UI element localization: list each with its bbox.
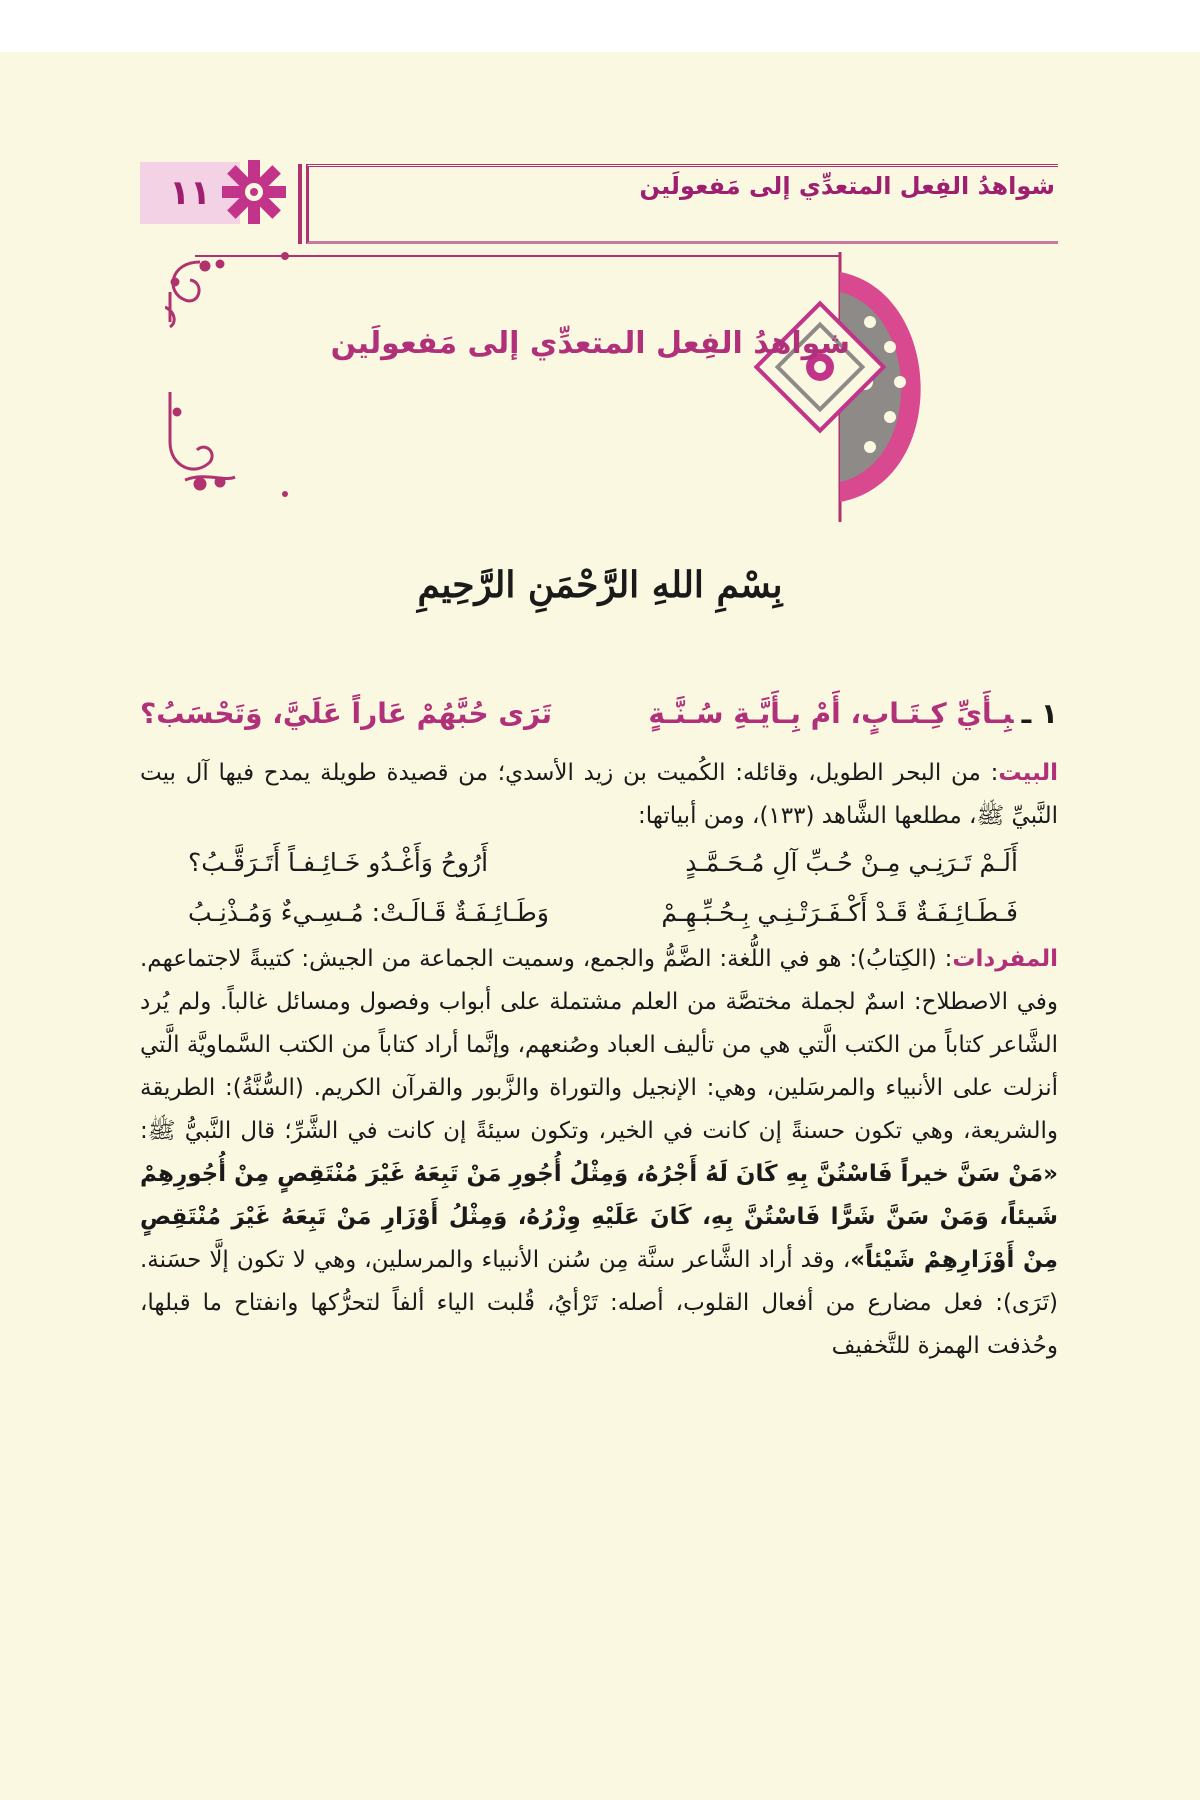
- poem-line-2-first: فَـطَـائِـفَـةٌ قَـدْ أَكْـفَـرَتْـنِـي بِـحُـبِّـهِـمْ: [661, 898, 1018, 927]
- bayt-label: البيت: [998, 760, 1058, 786]
- poem-line-2-second: وَطَـائِـفَـةٌ قَـالَـتْ: مُـسِـيءٌ وَمُـذْنِـبُ: [188, 898, 549, 927]
- vocab-text-2: ، وقد أراد الشَّاعر سنَّة مِن سُنن الأنبياء والمرسلين، وهي لا تكون إلَّا حسَنة. (تَرَى): فعل مضارع من أفعال القلوب، أصله: تَرْأيُ، قُلبت الياء ألفاً لتحرُّكها وانفتاح ما قبلها، وحُذفت الهمزة للتَّخفيف: [140, 1247, 1058, 1359]
- poem-line-1-first: أَلَـمْ تَـرَنِـي مِـنْ حُـبِّ آلِ مُـحَـمَّـدٍ: [685, 848, 1018, 877]
- vocab-paragraph: [140, 938, 1058, 1368]
- flourish-top-left-icon: [165, 261, 223, 327]
- hadith-quote: «مَنْ سَنَّ خيراً فَاسْتُنَّ بِهِ كَانَ لَهُ أَجْرُهُ، وَمِثْلُ أُجُورِ مَنْ تَبِعَهُ غَيْرَ مُنْتَقِصٍ مِنْ أُجُورِهِمْ شَيئاً، وَمَنْ سَنَّ شَرًّا فَاسْتُنَّ بِهِ، كَانَ عَلَيْهِ وِزْرُهُ، وَمِثْلُ أَوْزَارِ مَنْ تَبِعَهُ غَيْرَ مُنْتَقِصٍ مِنْ أَوْزَارِهِمْ شَيْئاً»: [140, 1161, 1058, 1273]
- poem-line-1: [140, 838, 1058, 888]
- poem-line-2: [140, 888, 1058, 938]
- page: [0, 52, 1200, 1800]
- vocab-text-1: : (الكِتابُ): هو في اللُّغة: الضَّمُّ والجمع، وسميت الجماعة من الجيش: كتيبةً لاجتماعهم. وفي الاصطلاح: اسمٌ لجملة مختصَّة من العلم مشتملة على أبواب وفصول ومسائل غالباً. ولم يُرد الشَّاعر كتاباً من الكتب الَّتي هي من تأليف العباد وصُنعهم، وإنَّما أراد كتاباً من الكتب السَّماويَّة الَّتي أنزلت على الأنبياء والمرسَلين، وهي: الإنجيل والتوراة والزَّبور والقرآن الكريم. (السُّنَّةُ): الطريقة والشريعة، وهي تكون حسنةً إن كانت في الخير، وتكون سيئةً إن كانت في الشَّرِّ؛ قال النَّبيُّ ﷺ:: [140, 946, 1058, 1144]
- page-number: ١١: [140, 162, 240, 224]
- chapter-title: شواهدُ الفِعل المتعدِّي إلى مَفعولَين: [330, 326, 850, 361]
- verse-number: ١ ـ: [1021, 697, 1058, 730]
- verse-hemistich-2: تَرَى حُبَّهُمْ عَاراً عَلَيَّ، وَتَحْسَبُ؟: [140, 697, 552, 730]
- vocab-label: المفردات: [952, 946, 1058, 972]
- verse-line: [140, 688, 1058, 740]
- poem-line-1-second: أَرُوحُ وَأَغْـدُو خَـائِـفـاً أَتَـرَقَّـبُ؟: [188, 848, 489, 877]
- bayt-text: : من البحر الطويل، وقائله: الكُميت بن زيد الأسدي؛ من قصيدة طويلة يمدح فيها آل بيت النَّبيِّ ﷺ، مطلعها الشَّاهد (١٣٣)، ومن أبياتها:: [140, 760, 1058, 829]
- bayt-paragraph: [140, 752, 1058, 838]
- flourish-bottom-left-icon: [170, 392, 235, 489]
- page-content: [140, 688, 1058, 1368]
- basmala: بِسْمِ اللهِ الرَّحْمَنِ الرَّحِيمِ: [417, 564, 783, 606]
- star-ornament-icon: [220, 156, 288, 228]
- verse-hemistich-1: بِـأَيِّ كِـتَـابٍ، أَمْ بِـأَيَّـةِ سُـنَّـةٍ: [648, 697, 1014, 730]
- chapter-banner: [165, 252, 1055, 522]
- geometric-medallion-icon: [756, 272, 920, 502]
- running-title: شواهدُ الفِعل المتعدِّي إلى مَفعولَين: [639, 172, 1055, 200]
- header-divider: [298, 164, 302, 244]
